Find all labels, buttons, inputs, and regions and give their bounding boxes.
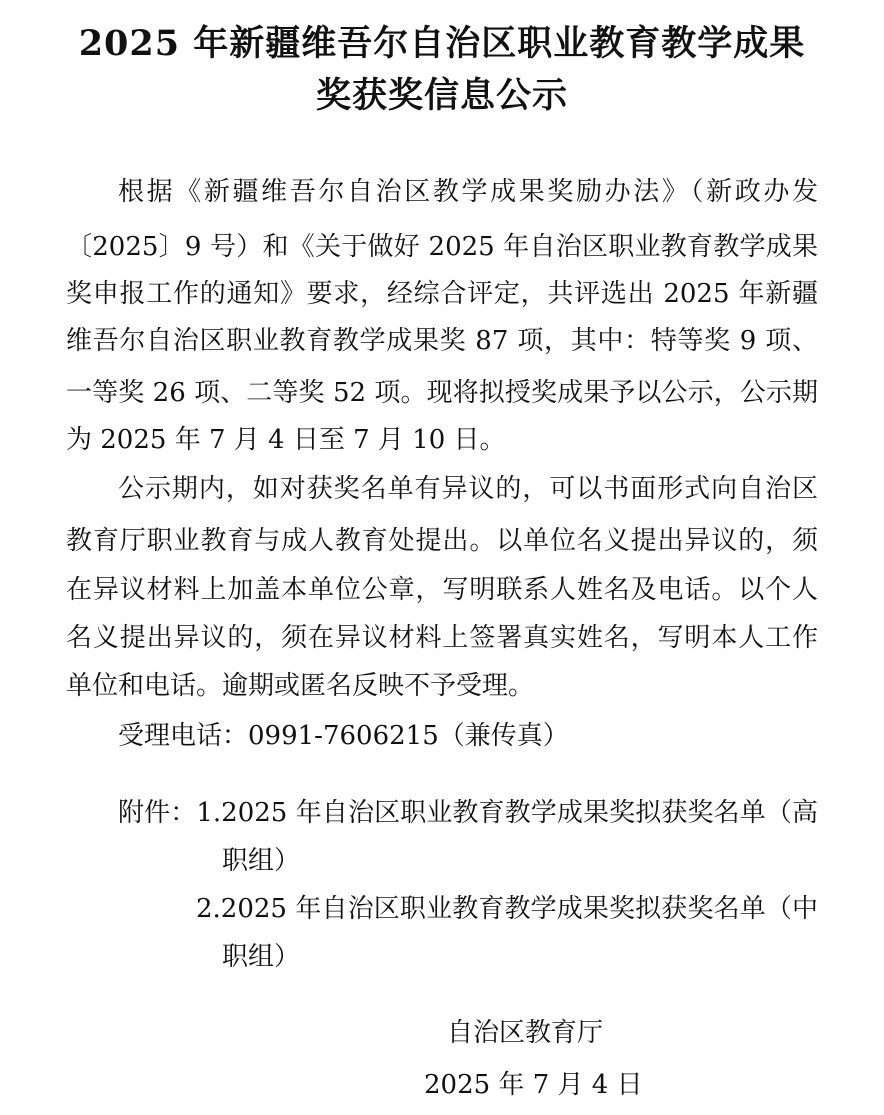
paragraph-2-line: 在异议材料上加盖本单位公章，写明联系人姓名及电话。以个人 — [66, 575, 818, 605]
paragraph-1-line: 维吾尔自治区职业教育教学成果奖 87 项，其中：特等奖 9 项、 — [66, 326, 818, 356]
paragraph-2-line: 公示期内，如对获奖名单有异议的，可以书面形式向自治区 — [118, 474, 818, 504]
paragraph-2-line: 单位和电话。逾期或匿名反映不予受理。 — [66, 671, 535, 701]
paragraph-2-line: 教育厅职业教育与成人教育处提出。以单位名义提出异议的，须 — [66, 526, 818, 556]
paragraph-1-line: 奖申报工作的通知》要求，经综合评定，共评选出 2025 年新疆 — [66, 279, 818, 309]
paragraph-1-line: 〔2025〕9 号）和《关于做好 2025 年自治区职业教育教学成果 — [66, 232, 818, 262]
paragraph-1-line: 为 2025 年 7 月 4 日至 7 月 10 日。 — [66, 425, 506, 455]
issuing-organization: 自治区教育厅 — [447, 1018, 604, 1048]
attachment-2-continuation: 职组） — [222, 942, 301, 972]
document-title-line-2: 奖获奖信息公示 — [315, 75, 568, 116]
paragraph-2-line: 名义提出异议的，须在异议材料上签署真实姓名，写明本人工作 — [66, 623, 818, 653]
attachment-1-continuation: 职组） — [222, 846, 301, 876]
paragraph-1-line: 一等奖 26 项、二等奖 52 项。现将拟授奖成果予以公示，公示期 — [66, 378, 818, 408]
issue-date: 2025 年 7 月 4 日 — [424, 1070, 643, 1100]
paragraph-1-line: 根据《新疆维吾尔自治区教学成果奖励办法》（新政办发 — [118, 177, 818, 207]
attachment-1: 附件：1.2025 年自治区职业教育教学成果奖拟获奖名单（高 — [118, 798, 818, 828]
attachment-2: 2.2025 年自治区职业教育教学成果奖拟获奖名单（中 — [196, 894, 818, 924]
contact-phone: 受理电话：0991-7606215（兼传真） — [118, 721, 569, 751]
document-title-line-1: 2025 年新疆维吾尔自治区职业教育教学成果 — [78, 23, 806, 64]
